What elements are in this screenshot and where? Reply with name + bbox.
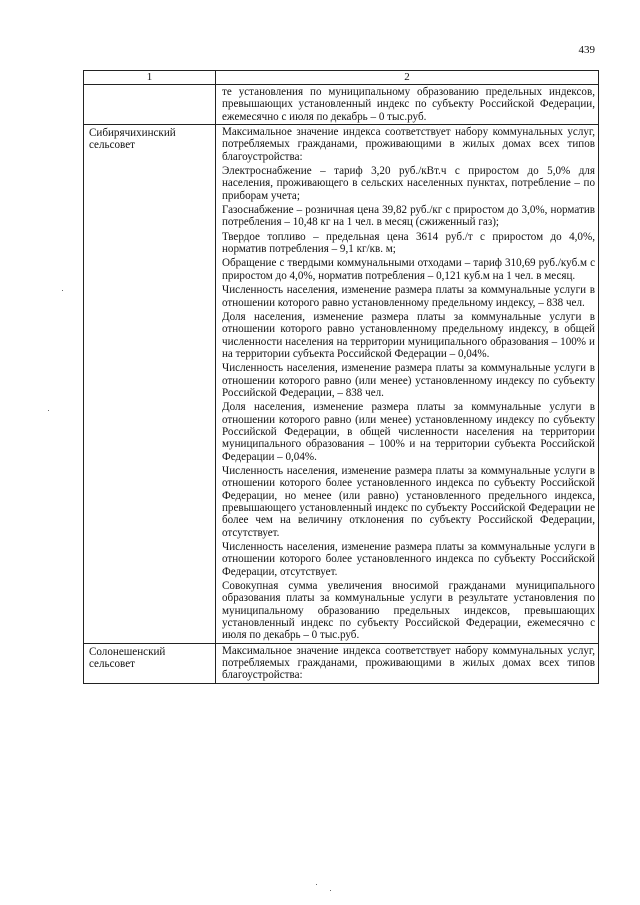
description-paragraph: Обращение с твердыми коммунальными отходами – тариф 310,69 руб./куб.м с приростом до 4,0%, норматив потребления – 0,121 куб.м на 1 чел. в месяц. <box>222 257 595 282</box>
description-paragraph: Совокупная сумма увеличения вносимой гражданами муниципального образования платы за коммунальные услуги в результате установления по муниципальному образованию предельных индексов, превышающих установленный индекс по субъекту Российской Федерации, ежемесячно с июля по декабрь – 0 тыс.руб. <box>222 580 595 642</box>
description-paragraph: Газоснабжение – розничная цена 39,82 руб./кг с приростом до 3,0%, норматив потребления – 10,48 кг на 1 чел. в месяц (сжиженный газ); <box>222 204 595 229</box>
description-paragraph: Численность населения, изменение размера платы за коммунальные услуги в отношении которого более установленного индекса по субъекту Российской Федерации, отсутствует. <box>222 541 595 578</box>
description-paragraph: Доля населения, изменение размера платы за коммунальные услуги в отношении которого равно установленному предельному индексу, в общей численности населения на территории муниципального образования – 100% и на территории субъекта Российской Федерации – 0,04%. <box>222 310 595 360</box>
description-paragraph: Максимальное значение индекса соответствует набору коммунальных услуг, потребляемых гражданами, проживающими в жилых домах всех типов благоустройства: <box>222 644 595 682</box>
description-paragraph: Доля населения, изменение размера платы за коммунальные услуги в отношении которого равно (или менее) установленному индексу по субъекту Российской Федерации, в общей численности населения на территории муниципального образования – 100% и на территории субъекта Российской Федерации – 0,04%. <box>222 401 595 463</box>
scan-speck <box>316 884 317 885</box>
municipality-cell: Сибирячихинский сельсовет <box>84 125 216 644</box>
table-row <box>84 643 599 683</box>
table-header-row <box>84 71 599 85</box>
description-paragraph: Максимальное значение индекса соответствует набору коммунальных услуг, потребляемых гражданами, проживающими в жилых домах всех типов благоустройства: <box>222 126 595 163</box>
column-header-2: 2 <box>216 71 599 85</box>
column-header-1: 1 <box>84 71 216 85</box>
description-paragraph: Электроснабжение – тариф 3,20 руб./кВт.ч с приростом до 5,0% для населения, проживающего в сельских населенных пунктах, потребление – по приборам учета; <box>222 165 595 202</box>
scan-speck <box>48 410 49 411</box>
table-row <box>84 85 599 125</box>
description-cell <box>216 125 599 644</box>
description-paragraph: Численность населения, изменение размера платы за коммунальные услуги в отношении которого равно установленному предельному индексу, – 838 чел. <box>222 284 595 309</box>
municipality-cell: Солонешенский сельсовет <box>84 643 216 683</box>
description-paragraph: Численность населения, изменение размера платы за коммунальные услуги в отношении которого равно (или менее) установленному индексу по субъекту Российской Федерации, – 838 чел. <box>222 362 595 399</box>
description-cell <box>216 85 599 125</box>
tariff-table <box>83 70 599 684</box>
page-number: 439 <box>578 44 595 56</box>
description-paragraph: Твердое топливо – предельная цена 3614 руб./т с приростом до 4,0%, норматив потребления – 9,1 кг/кв. м; <box>222 230 595 256</box>
scan-speck <box>62 290 63 291</box>
description-paragraph: Численность населения, изменение размера платы за коммунальные услуги в отношении которого более установленного индекса по субъекту Российской Федерации, но менее (или равно) установленного предельного индекса, превышающего установленный индекс по субъекту Российской Федерации не более чем на величину отклонения по субъекту Российской Федерации, отсутствует. <box>222 464 595 539</box>
description-cell <box>216 643 599 683</box>
scan-speck <box>330 890 331 891</box>
table-row <box>84 125 599 644</box>
description-paragraph: те установления по муниципальному образованию предельных индексов, превышающих установленный индекс по субъекту Российской Федерации, ежемесячно с июля по декабрь – 0 тыс.руб. <box>222 86 595 123</box>
municipality-cell <box>84 85 216 125</box>
